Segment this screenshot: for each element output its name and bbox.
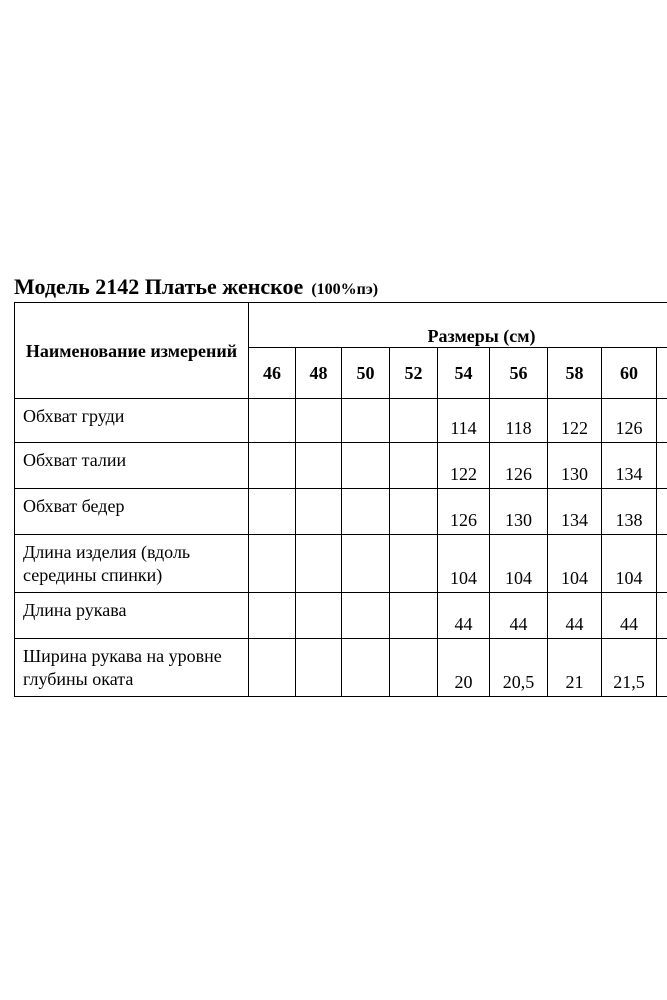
measurement-value-clipped	[657, 593, 667, 639]
measurement-value: 104	[602, 535, 657, 593]
measurement-label: Обхват талии	[15, 443, 249, 489]
table-row	[15, 399, 667, 443]
measurement-label: Длина изделия (вдоль середины спинки)	[15, 535, 249, 593]
measurement-value-clipped	[657, 399, 667, 443]
measurement-value: 130	[490, 489, 548, 535]
measurement-value: 114	[438, 399, 490, 443]
measurement-value	[249, 489, 296, 535]
measurement-value	[342, 489, 390, 535]
measurement-value: 44	[602, 593, 657, 639]
measurement-value: 104	[548, 535, 602, 593]
measurement-value: 44	[548, 593, 602, 639]
measurement-value	[296, 443, 342, 489]
measurement-value: 104	[490, 535, 548, 593]
table-row	[15, 489, 667, 535]
size-header-60: 60	[602, 348, 657, 399]
measurement-label: Обхват груди	[15, 399, 249, 443]
measurement-value	[342, 593, 390, 639]
size-header-56: 56	[490, 348, 548, 399]
model-title: Модель 2142 Платье женское	[14, 274, 304, 299]
measurement-value	[390, 593, 438, 639]
measurement-value	[342, 535, 390, 593]
measurement-value	[390, 489, 438, 535]
measurement-value	[249, 639, 296, 697]
measurement-value	[342, 443, 390, 489]
measurement-value: 126	[602, 399, 657, 443]
measurement-value: 21,5	[602, 639, 657, 697]
measurement-value: 20	[438, 639, 490, 697]
measurement-value	[249, 399, 296, 443]
size-chart-table	[14, 302, 667, 697]
document-title	[14, 274, 378, 300]
measurement-value: 134	[548, 489, 602, 535]
measurement-value	[342, 639, 390, 697]
measurement-value: 104	[438, 535, 490, 593]
measurement-value	[249, 443, 296, 489]
size-header-52: 52	[390, 348, 438, 399]
measurement-value: 126	[438, 489, 490, 535]
measurement-value	[390, 535, 438, 593]
measurement-value	[390, 639, 438, 697]
fabric-composition: (100%пэ)	[311, 281, 379, 298]
size-header-clipped	[657, 348, 667, 399]
sizes-header: Размеры (см)	[249, 303, 667, 348]
measurement-value	[296, 593, 342, 639]
size-header-46: 46	[249, 348, 296, 399]
size-header-54: 54	[438, 348, 490, 399]
measurement-value: 126	[490, 443, 548, 489]
measurement-value: 134	[602, 443, 657, 489]
measurement-value: 130	[548, 443, 602, 489]
size-header-48: 48	[296, 348, 342, 399]
measurement-value: 122	[548, 399, 602, 443]
measurement-value: 122	[438, 443, 490, 489]
measurement-name-header: Наименование измерений	[15, 303, 249, 399]
measurement-value: 118	[490, 399, 548, 443]
table-row	[15, 639, 667, 697]
measurement-value	[296, 489, 342, 535]
table-row	[15, 593, 667, 639]
measurement-value: 44	[490, 593, 548, 639]
measurement-value	[390, 443, 438, 489]
measurement-label: Длина рукава	[15, 593, 249, 639]
size-header-58: 58	[548, 348, 602, 399]
measurement-value	[249, 593, 296, 639]
measurement-label: Обхват бедер	[15, 489, 249, 535]
table-row	[15, 443, 667, 489]
measurement-value-clipped	[657, 443, 667, 489]
measurement-value-clipped	[657, 535, 667, 593]
measurement-value	[342, 399, 390, 443]
size-header-50: 50	[342, 348, 390, 399]
measurement-value-clipped	[657, 639, 667, 697]
measurement-value: 21	[548, 639, 602, 697]
measurement-value	[249, 535, 296, 593]
table-row	[15, 535, 667, 593]
measurement-value: 138	[602, 489, 657, 535]
measurement-value-clipped	[657, 489, 667, 535]
measurement-value	[296, 399, 342, 443]
measurement-value	[296, 535, 342, 593]
measurement-value	[296, 639, 342, 697]
measurement-value: 20,5	[490, 639, 548, 697]
measurement-value: 44	[438, 593, 490, 639]
header-row-top	[15, 303, 667, 348]
measurement-value	[390, 399, 438, 443]
measurement-label: Ширина рукава на уровне глубины оката	[15, 639, 249, 697]
